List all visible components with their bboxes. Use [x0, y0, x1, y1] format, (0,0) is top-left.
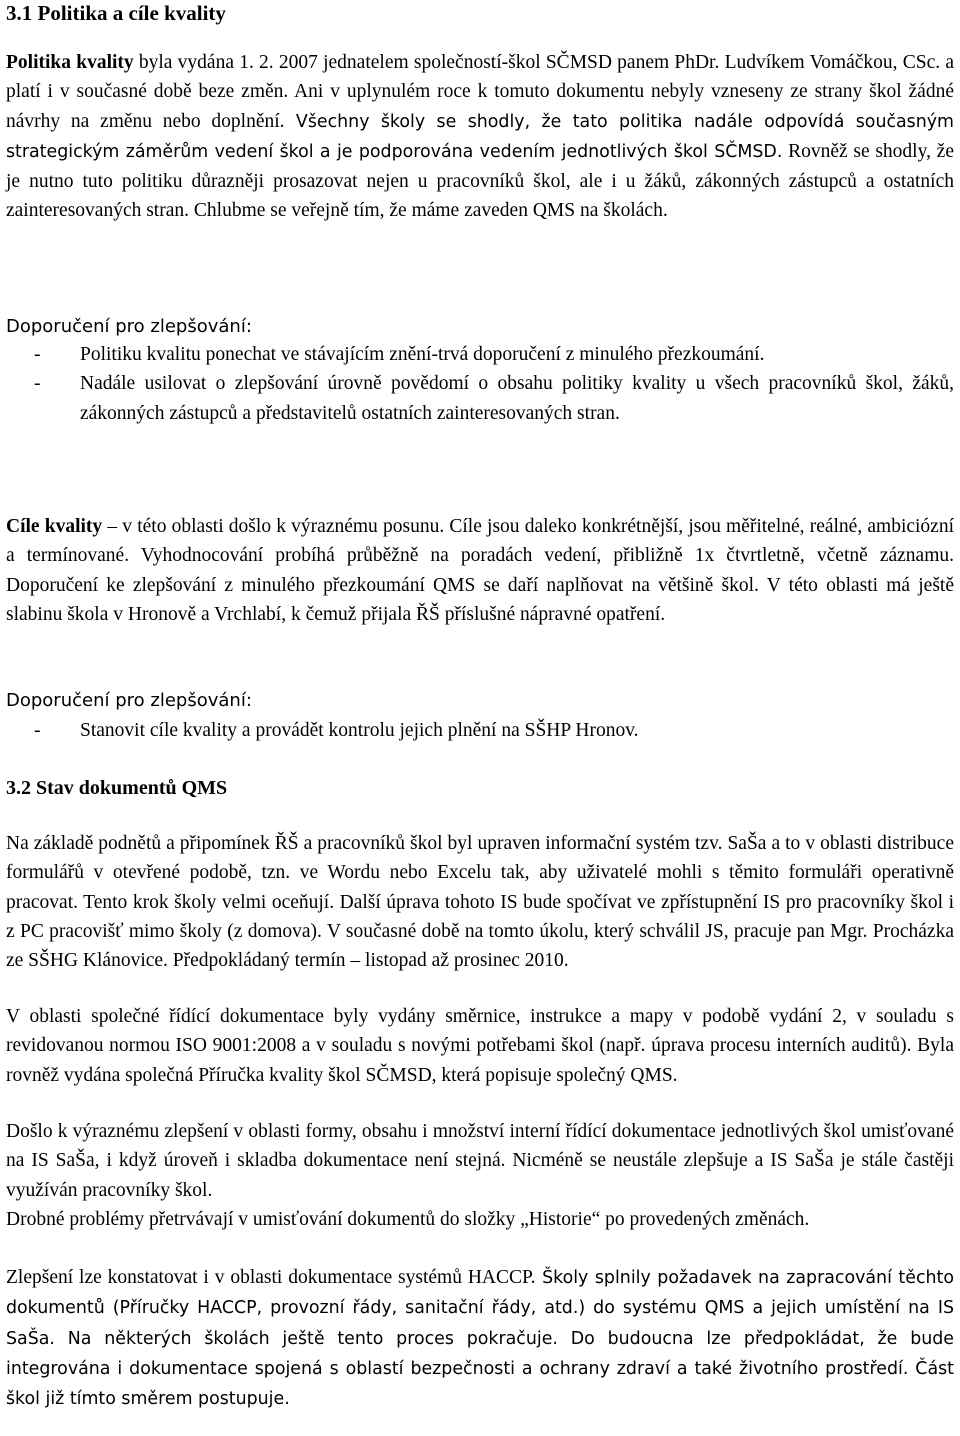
list-item: [6, 369, 954, 428]
recommendation-list-1: [6, 340, 954, 428]
paragraph-haccp: [6, 1263, 954, 1414]
goals-text: – v této oblasti došlo k výraznému posunu. Cíle jsou daleko konkrétnější, jsou měřitelné, reálné, ambiciózní a termínované. Vyhodnocování probíhá průběžně na poradách vedení, přibližně 1x čtvrtletně, včetně záznamu. Doporučení ke zlepšování z minulého přezkoumání QMS se daří naplňovat na většině škol. V této oblasti má ještě slabinu škola v Hronově a Vrchlabí, k čemuž přijala ŘŠ příslušné nápravné opatření.: [6, 516, 955, 625]
policy-text-3: Chlubme se veřejně tím, že máme zaveden QMS na školách.: [189, 200, 668, 222]
policy-bold-lead: Politika kvality: [6, 52, 134, 73]
haccp-text-sans: Školy splnily požadavek na zapracování těchto dokumentů (Příručky HACCP, provozní řády, sanitační řády, atd.) do systému QMS a jejich umístění na IS SaŠa. Na některých školách ještě tento proces pokračuje. Do budoucna lze předpokládat, že bude integrována i dokumentace spojená s oblastí bezpečnosti a ochrany zdraví a také životního prostředí. Část škol již tímto směrem postupuje.: [6, 1268, 954, 1410]
paragraph-improvement: Došlo k výraznému zlepšení v oblasti formy, obsahu i množství interní řídící dokumentace jednotlivých škol umisťované na IS SaŠa, i když úroveň i skladba dokumentace není stejná. Nicméně se neustále zlepšuje a IS SaŠa je stále častěji využíván pracovníky škol.: [6, 1121, 954, 1201]
paragraph-goals: [6, 512, 954, 629]
list-dash: -: [34, 344, 41, 365]
recommendation-label-2: Doporučení pro zlepšování:: [6, 690, 252, 711]
haccp-text-1: Zlepšení lze konstatovat i v oblasti dokumentace systémů HACCP.: [6, 1267, 536, 1288]
list-dash: -: [34, 373, 41, 395]
policy-text-2: Rovněž se shodly, že je nutno tuto politiku důrazněji prosazovat nejen u pracovníků škol, ale i u žáků, zákonných zástupců a ostatních zainteresovaných stran.: [6, 140, 954, 222]
list-item-text: Stanovit cíle kvality a provádět kontrolu jejich plnění na SŠHP Hronov.: [80, 720, 639, 741]
paragraph-documentation: V oblasti společné řídící dokumentace byly vydány směrnice, instrukce a mapy v podobě vydání 2, v souladu s revidovanou normou ISO 9001:2008 a v souladu s novými potřebami škol (např. úprava procesu interních auditů). Byla rovněž vydána společná Příručka kvality škol SČMSD, která popisuje společný QMS.: [6, 1006, 954, 1086]
paragraph-history: Drobné problémy přetrvávají v umisťování dokumentů do složky „Historie“ po provedených změnách.: [6, 1209, 810, 1230]
section-heading-3-2: 3.2 Stav dokumentů QMS: [6, 777, 228, 799]
policy-text-1: byla vydána 1. 2. 2007 jednatelem společností-škol SČMSD panem PhDr. Ludvíkem Vomáčkou, CSc. a platí i v současné době beze změn. Ani v uplynulém roce k tomuto dokumentu nebyly vzneseny ze strany škol žádné návrhy na změnu nebo doplnění.: [6, 52, 954, 132]
list-item-text: Politiku kvalitu ponechat ve stávajícím znění-trvá doporučení z minulého přezkoumání.: [80, 344, 765, 365]
goals-bold-lead: Cíle kvality: [6, 516, 103, 537]
recommendation-list-2: [6, 716, 954, 745]
recommendation-label-1: Doporučení pro zlepšování:: [6, 316, 252, 337]
paragraph-qms-is: Na základě podnětů a připomínek ŘŠ a pracovníků škol byl upraven informační systém tzv. SaŠa a to v oblasti distribuce formulářů v otevřené podobě, tzn. ve Wordu nebo Excelu tak, aby uživatelé mohli s těmito formuláři operativně pracovat. Tento krok školy velmi oceňují. Další úprava tohoto IS bude spočívat ve zpřístupnění IS pro pracovníky škol i z PC pracovišť mimo školy (z domova). V současné době na tomto úkolu, který schválil JS, pracuje pan Mgr. Procházka ze SŠHG Klánovice. Předpokládaný termín – listopad až prosinec 2010.: [6, 833, 954, 972]
list-item: [6, 716, 954, 745]
list-dash: -: [34, 720, 41, 741]
list-item-text: Nadále usilovat o zlepšování úrovně povědomí o obsahu politiky kvality u všech pracovníků škol, žáků, zákonných zástupců a představitelů ostatních zainteresovaných stran.: [80, 373, 954, 424]
policy-text-sans: Všechny školy se shodly, že tato politika nadále odpovídá současným strategickým záměrům vedení škol a je podporována vedením jednotlivých škol SČMSD.: [6, 111, 954, 162]
list-item: [6, 340, 954, 369]
paragraph-policy: [6, 48, 954, 226]
section-heading-3-1: 3.1 Politika a cíle kvality: [6, 1, 226, 25]
